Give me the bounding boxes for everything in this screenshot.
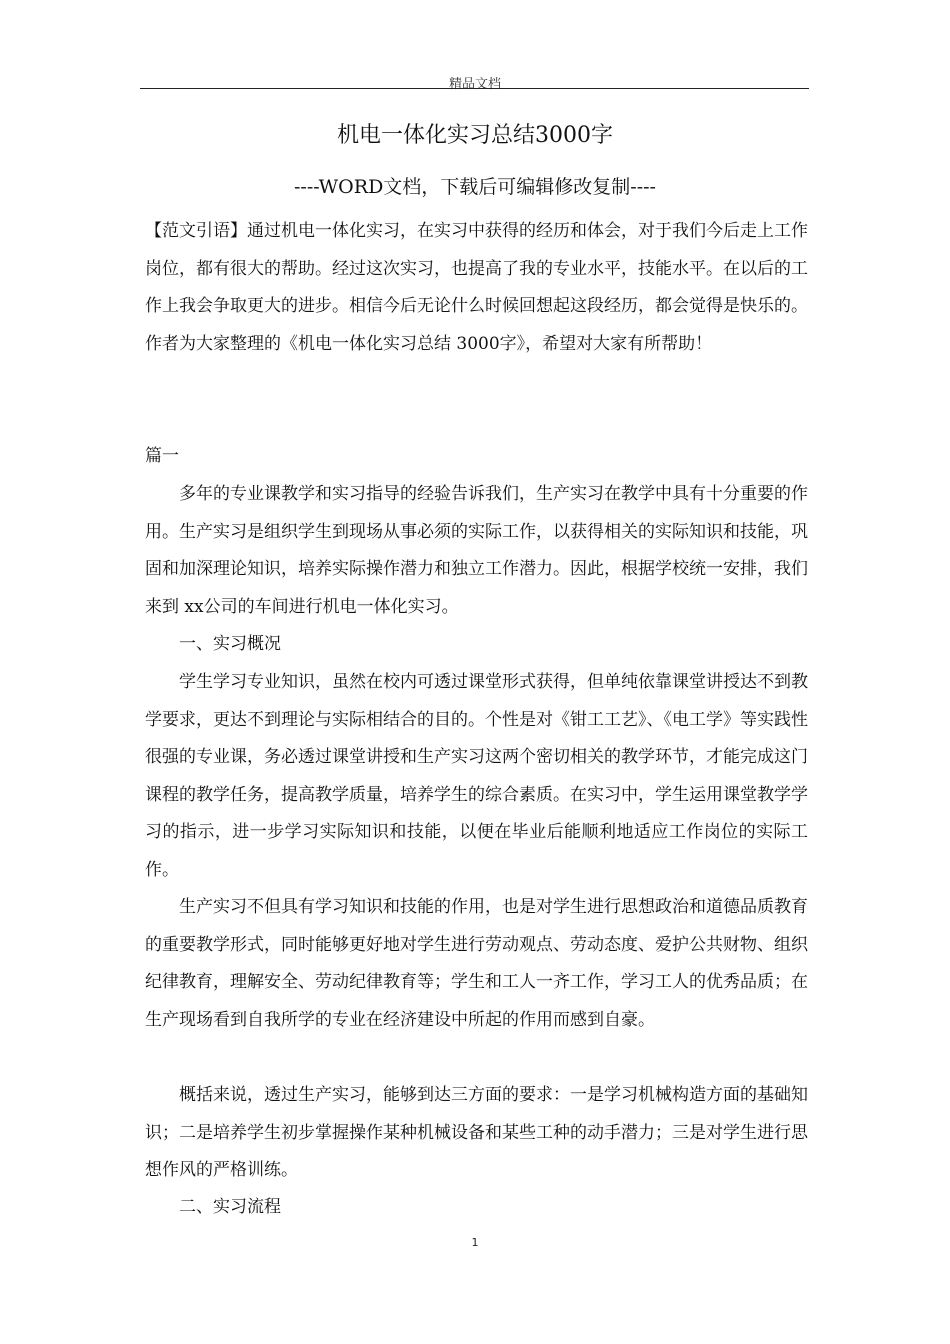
body-paragraph-4: 概括来说，透过生产实习，能够到达三方面的要求：一是学习机械构造方面的基础知识；二是培养学生初步掌握操作某种机械设备和某些工种的动手潜力；三是对学生进行思想作风的严格训练。 [145, 1085, 808, 1180]
body-paragraph-3: 生产实习不但具有学习知识和技能的作用，也是对学生进行思想政治和道德品质教育的重要教学形式，同时能够更好地对学生进行劳动观点、劳动态度、爱护公共财物、组织纪律教育，理解安全、劳动纪律教育等；学生和工人一齐工作，学习工人的优秀品质；在生产现场看到自我所学的专业在经济建设中所起的作用而感到自豪。 [145, 897, 808, 1030]
page-header-label: 精品文档 [448, 77, 501, 92]
header-divider [140, 88, 809, 89]
section-label: 篇一 [145, 446, 179, 466]
document-title: 机电一体化实习总结3000字 [337, 123, 613, 148]
section-heading-process: 二、实习流程 [179, 1197, 281, 1217]
section-heading-overview: 一、实习概况 [179, 634, 281, 654]
body-paragraph-2: 学生学习专业知识，虽然在校内可透过课堂形式获得，但单纯依靠课堂讲授达不到教学要求，更达不到理论与实际相结合的目的。个性是对《钳工工艺》、《电工学》等实践性很强的专业课，务必透过课堂讲授和生产实习这两个密切相关的教学环节，才能完成这门课程的教学任务，提高教学质量，培养学生的综合素质。在实习中，学生运用课堂教学学习的指示，进一步学习实际知识和技能，以便在毕业后能顺利地适应工作岗位的实际工作。 [145, 672, 808, 880]
page-number: 1 [471, 1236, 479, 1249]
body-paragraph-1: 多年的专业课教学和实习指导的经验告诉我们，生产实习在教学中具有十分重要的作用。生产实习是组织学生到现场从事必须的实际工作，以获得相关的实际知识和技能，巩固和加深理论知识，培养实际操作潜力和独立工作潜力。因此，根据学校统一安排，我们来到 xx公司的车间进行机电一体化实习。 [145, 484, 808, 617]
document-subtitle: ----WORD文档，下载后可编辑修改复制---- [294, 176, 656, 198]
intro-paragraph: 【范文引语】通过机电一体化实习，在实习中获得的经历和体会，对于我们今后走上工作岗位，都有很大的帮助。经过这次实习，也提高了我的专业水平，技能水平。在以后的工作上我会争取更大的进步。相信今后无论什么时候回想起这段经历，都会觉得是快乐的。作者为大家整理的《机电一体化实习总结 3000字》，希望对大家有所帮助！ [145, 221, 808, 354]
